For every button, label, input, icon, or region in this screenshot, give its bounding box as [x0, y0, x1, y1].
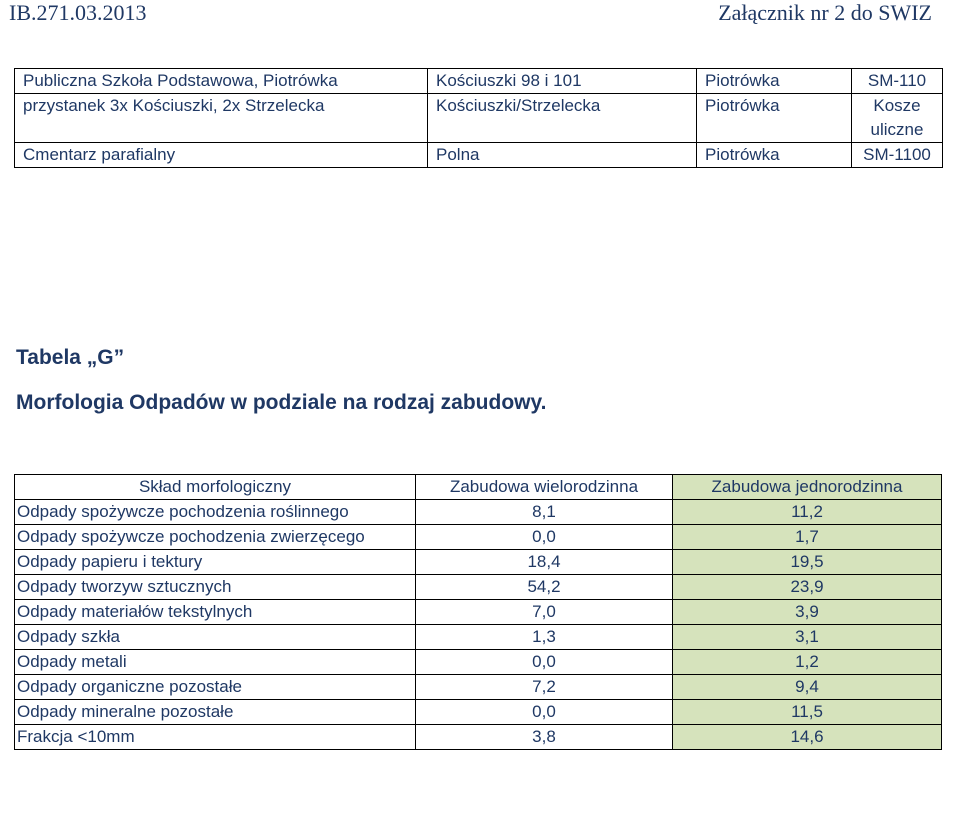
table-cell: 1,7: [673, 525, 942, 550]
table-row: [15, 94, 943, 143]
table-cell: 8,1: [416, 500, 673, 525]
table-title: Tabela „G”: [16, 346, 125, 369]
table-cell: Cmentarz parafialny: [15, 143, 428, 168]
header-left: IB.271.03.2013: [9, 0, 147, 25]
table-cell: 18,4: [416, 550, 673, 575]
table-cell: Odpady papieru i tektury: [15, 550, 416, 575]
table-cell: SM-1100: [852, 143, 943, 168]
table-cell: Odpady spożywcze pochodzenia zwierzęcego: [15, 525, 416, 550]
table-row: [15, 600, 942, 625]
table-row: [15, 650, 942, 675]
table-cell: 1,2: [673, 650, 942, 675]
table-header-row: [15, 475, 942, 500]
table-row: [15, 625, 942, 650]
table-cell: 7,2: [416, 675, 673, 700]
table-cell: przystanek 3x Kościuszki, 2x Strzelecka: [15, 94, 428, 143]
header-right: Załącznik nr 2 do SWIZ: [718, 0, 932, 25]
table-row: [15, 575, 942, 600]
table-cell: 11,2: [673, 500, 942, 525]
table-cell: 23,9: [673, 575, 942, 600]
table-cell: Polna: [428, 143, 697, 168]
table-cell: Odpady metali: [15, 650, 416, 675]
column-header: Zabudowa jednorodzinna: [673, 475, 942, 500]
table-cell: Odpady szkła: [15, 625, 416, 650]
table-cell: 3,1: [673, 625, 942, 650]
table-cell: 3,9: [673, 600, 942, 625]
table-row: [15, 675, 942, 700]
table-cell: Odpady organiczne pozostałe: [15, 675, 416, 700]
table-cell: 19,5: [673, 550, 942, 575]
table-cell: 54,2: [416, 575, 673, 600]
morphology-table: [14, 474, 942, 750]
column-header: Skład morfologiczny: [15, 475, 416, 500]
table-cell: Frakcja <10mm: [15, 725, 416, 750]
table-cell: Odpady mineralne pozostałe: [15, 700, 416, 725]
table-cell: 7,0: [416, 600, 673, 625]
table-cell: 3,8: [416, 725, 673, 750]
table-row: [15, 500, 942, 525]
table-cell: 14,6: [673, 725, 942, 750]
table-cell: 0,0: [416, 525, 673, 550]
table-cell: 1,3: [416, 625, 673, 650]
table-cell: Odpady materiałów tekstylnych: [15, 600, 416, 625]
table-cell: SM-110: [852, 69, 943, 94]
table-row: [15, 725, 942, 750]
locations-table: [14, 68, 943, 168]
table-cell: Piotrówka: [697, 69, 852, 94]
table-row: [15, 550, 942, 575]
table-cell: Odpady spożywcze pochodzenia roślinnego: [15, 500, 416, 525]
column-header: Zabudowa wielorodzinna: [416, 475, 673, 500]
table-cell: 9,4: [673, 675, 942, 700]
table-cell: Publiczna Szkoła Podstawowa, Piotrówka: [15, 69, 428, 94]
table-cell: 11,5: [673, 700, 942, 725]
table-row: [15, 700, 942, 725]
table-cell: Odpady tworzyw sztucznych: [15, 575, 416, 600]
table-row: [15, 143, 943, 168]
table-cell: Kosze uliczne: [852, 94, 943, 143]
table-row: [15, 69, 943, 94]
table-cell: Piotrówka: [697, 94, 852, 143]
table-cell: Piotrówka: [697, 143, 852, 168]
table-cell: 0,0: [416, 700, 673, 725]
table-cell: Kościuszki/Strzelecka: [428, 94, 697, 143]
table-subtitle: Morfologia Odpadów w podziale na rodzaj zabudowy.: [16, 391, 547, 414]
table-row: [15, 525, 942, 550]
table-cell: 0,0: [416, 650, 673, 675]
table-cell: Kościuszki 98 i 101: [428, 69, 697, 94]
